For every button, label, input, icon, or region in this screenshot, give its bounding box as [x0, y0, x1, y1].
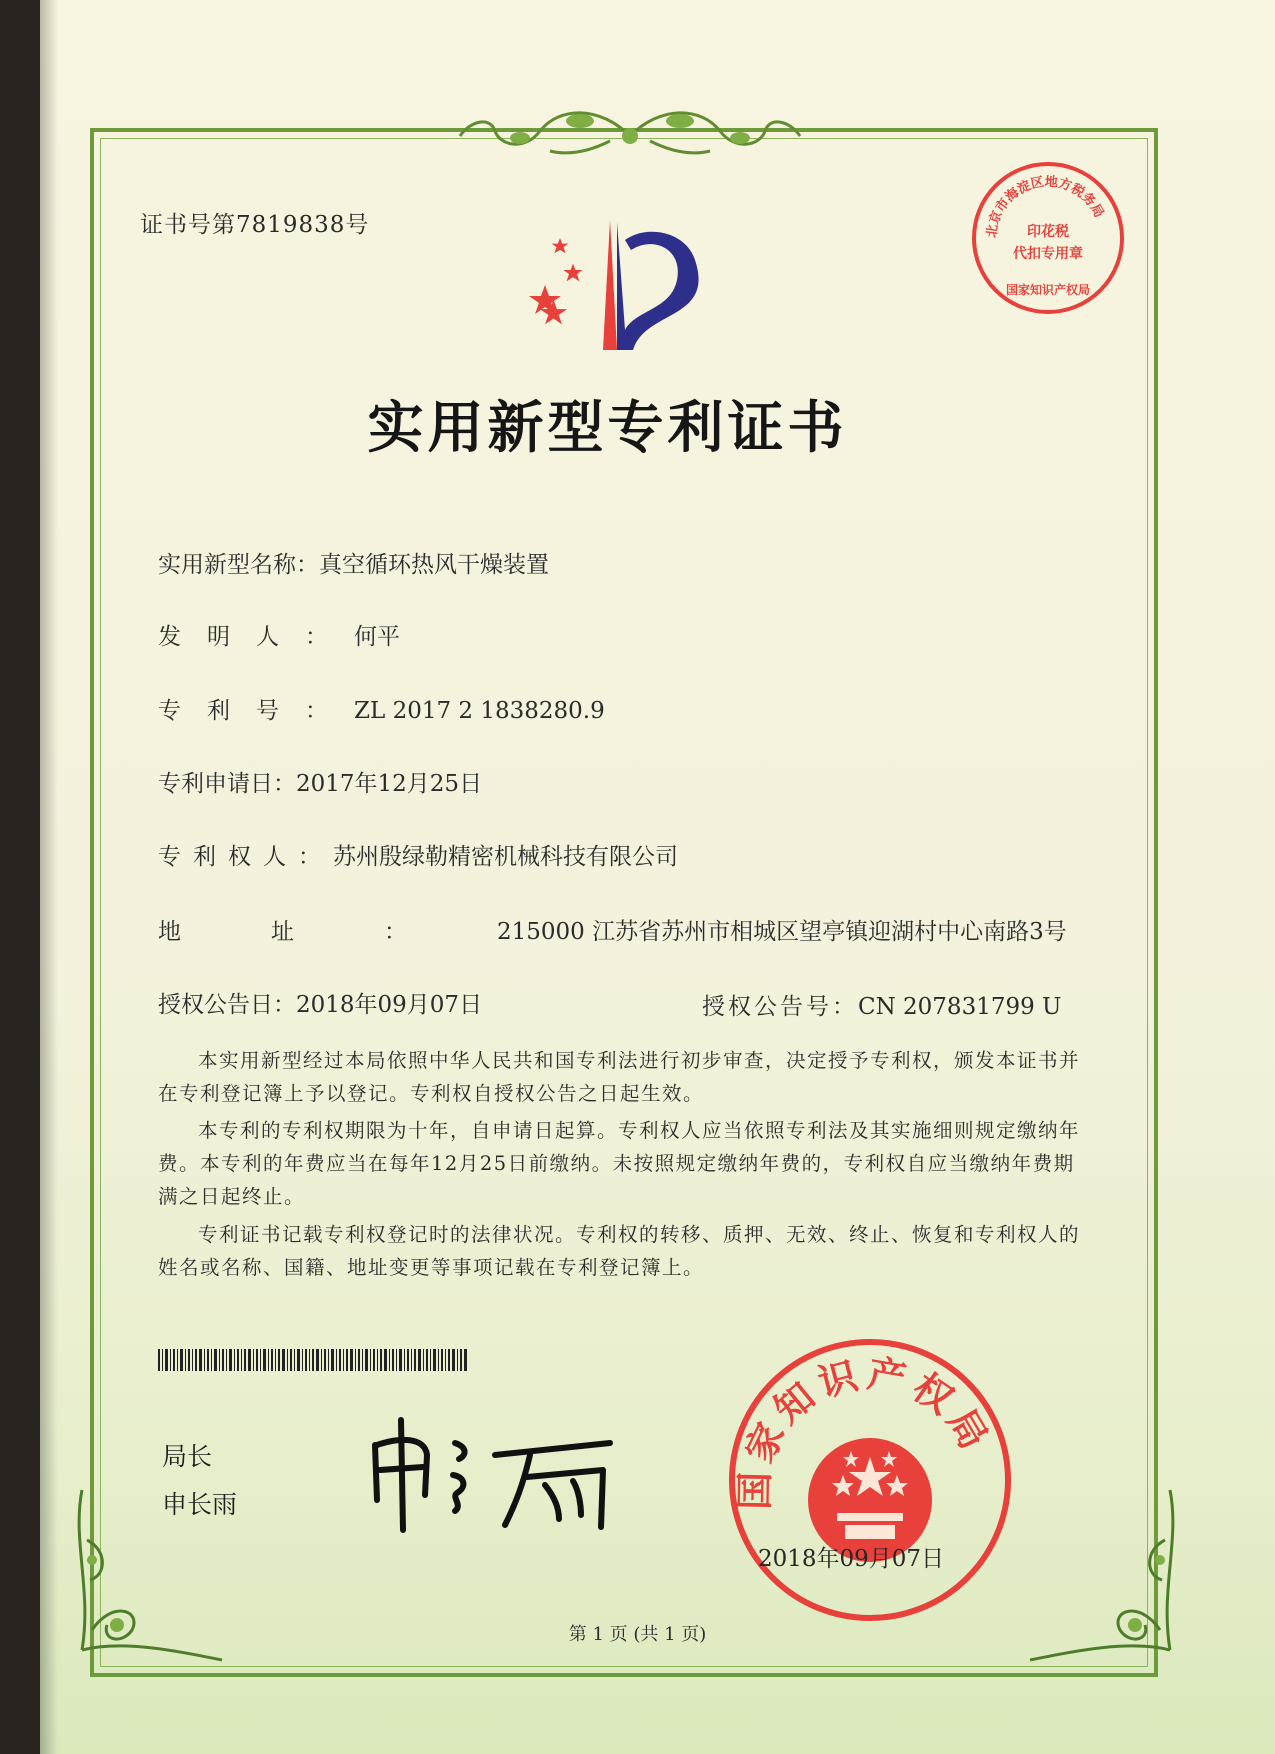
- official-seal: [725, 1335, 1015, 1625]
- patentee-label: 专利权人：: [158, 844, 333, 870]
- address-row: [158, 913, 1067, 946]
- svg-text:国家知识产权局: 国家知识产权局: [732, 1351, 1000, 1511]
- grant-number-value: CN 207831799 U: [858, 994, 1062, 1020]
- certificate-number: 证书号第7819838号: [140, 212, 370, 238]
- grant-date-row: [158, 986, 482, 1019]
- svg-text:印花税: 印花税: [1027, 224, 1069, 240]
- seal-date: 2018年09月07日: [758, 1546, 945, 1572]
- address-label: 地址：: [158, 919, 497, 945]
- patent-number-value: ZL 2017 2 1838280.9: [354, 698, 605, 724]
- application-date-value: 2017年12月25日: [296, 771, 483, 797]
- certificate-paragraph: 本专利的专利权期限为十年，自申请日起算。专利权人应当依照专利法及其实施细则规定缴纳年费。本专利的年费应当在每年12月25日前缴纳。未按照规定缴纳年费的，专利权自应当缴纳年费期满之日起终止。: [158, 1119, 1081, 1208]
- patent-office-emblem-icon: [525, 210, 725, 360]
- patent-number-label: 专利号：: [158, 698, 354, 724]
- utility-model-name-row: [158, 546, 549, 579]
- utility-model-name-label: 实用新型名称：: [158, 552, 319, 578]
- patentee-value: 苏州殷绿勒精密机械科技有限公司: [333, 844, 678, 870]
- director-title: 局长: [162, 1442, 213, 1471]
- inventor-label: 发明人：: [158, 624, 354, 650]
- handwritten-signature: [355, 1415, 625, 1535]
- top-ornament-icon: [440, 96, 820, 166]
- grant-date-label: 授权公告日：: [158, 992, 296, 1018]
- svg-text:代扣专用章: 代扣专用章: [1013, 246, 1083, 262]
- page-indicator: 第 1 页 (共 1 页): [568, 1624, 707, 1645]
- inventor-value: 何平: [354, 624, 400, 650]
- utility-model-name-value: 真空循环热风干燥装置: [319, 552, 549, 578]
- certificate-title: 实用新型专利证书: [367, 395, 848, 461]
- grant-date-value: 2018年09月07日: [296, 992, 483, 1018]
- grant-number-label: 授权公告号：: [702, 994, 858, 1020]
- svg-text:国家知识产权局: 国家知识产权局: [1005, 283, 1091, 297]
- grant-number-row: [702, 988, 1061, 1021]
- scan-edge-shadow: [40, 0, 58, 1754]
- application-date-label: 专利申请日：: [158, 771, 296, 797]
- svg-text:北京市海淀区地方税务局: 北京市海淀区地方税务局: [984, 174, 1107, 239]
- address-value: 215000 江苏省苏州市相城区望亭镇迎湖村中心南路3号: [497, 919, 1067, 945]
- tax-stamp-seal: [968, 158, 1128, 318]
- patent-number-row: [158, 692, 605, 725]
- certificate-paragraph: 专利证书记载专利权登记时的法律状况。专利权的转移、质押、无效、终止、恢复和专利权人的姓名或名称、国籍、地址变更等事项记载在专利登记簿上。: [158, 1223, 1081, 1279]
- inventor-row: [158, 618, 400, 651]
- patentee-row: [158, 838, 678, 871]
- director-name: 申长雨: [162, 1490, 238, 1519]
- certificate-paragraph: 本实用新型经过本局依照中华人民共和国专利法进行初步审查，决定授予专利权，颁发本证书并在专利登记簿上予以登记。专利权自授权公告之日起生效。: [158, 1049, 1081, 1105]
- application-date-row: [158, 765, 482, 798]
- barcode: [158, 1349, 468, 1371]
